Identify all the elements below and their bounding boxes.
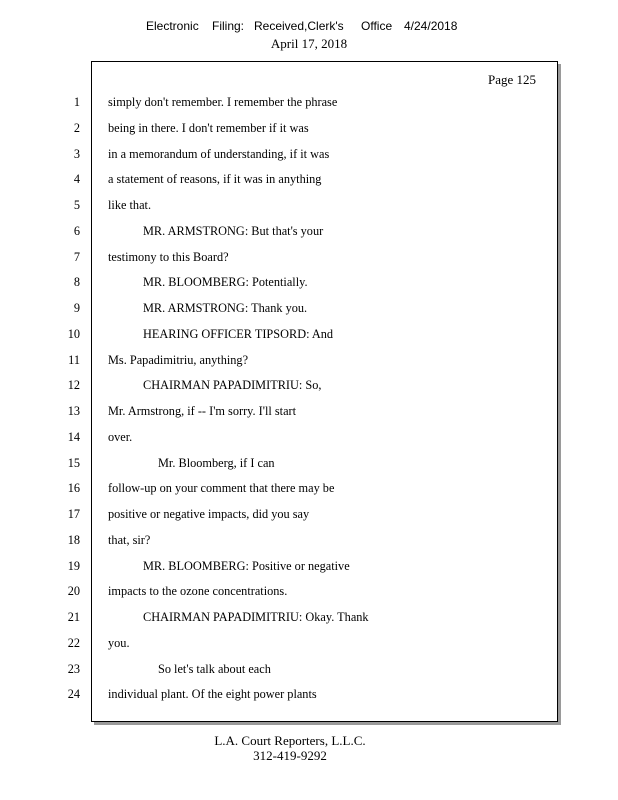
- line-number: 10: [67, 327, 80, 341]
- line-number: 11: [68, 353, 80, 367]
- transcript-line: individual plant. Of the eight power plants: [108, 687, 317, 701]
- transcript-line: Mr. Armstrong, if -- I'm sorry. I'll start: [108, 404, 297, 418]
- transcript-line: HEARING OFFICER TIPSORD: And: [143, 327, 334, 341]
- transcript-line: that, sir?: [108, 533, 151, 547]
- line-number: 5: [73, 198, 80, 212]
- line-number: 2: [73, 121, 80, 135]
- line-number: 19: [67, 559, 80, 573]
- line-number: 13: [67, 404, 80, 418]
- line-number: 23: [67, 662, 80, 676]
- transcript-line: you.: [108, 636, 130, 650]
- line-number: 16: [67, 481, 80, 495]
- transcript-line: being in there. I don't remember if it was: [108, 121, 309, 135]
- line-number: 9: [73, 301, 80, 315]
- footer-company: L.A. Court Reporters, L.L.C.: [214, 733, 366, 748]
- transcript-line: MR. ARMSTRONG: But that's your: [143, 224, 324, 238]
- line-number: 3: [73, 147, 80, 161]
- line-number: 17: [67, 507, 80, 521]
- line-number: 12: [67, 378, 80, 392]
- line-number: 4: [73, 172, 80, 186]
- transcript-line: in a memorandum of understanding, if it was: [108, 147, 330, 161]
- transcript-line: CHAIRMAN PAPADIMITRIU: So,: [143, 378, 322, 392]
- transcript-line: MR. ARMSTRONG: Thank you.: [143, 301, 308, 315]
- header-office: Office: [361, 19, 393, 33]
- transcript-line: Ms. Papadimitriu, anything?: [108, 353, 249, 367]
- line-number: 14: [67, 430, 80, 444]
- line-number: 8: [73, 275, 80, 289]
- transcript-line: follow-up on your comment that there may be: [108, 481, 335, 495]
- transcript-line: MR. BLOOMBERG: Positive or negative: [143, 559, 350, 573]
- line-number: 15: [67, 456, 80, 470]
- transcript-line: Mr. Bloomberg, if I can: [158, 456, 275, 470]
- page-number: Page 125: [488, 72, 537, 87]
- header-received: Received,Clerk's: [254, 19, 344, 33]
- line-number: 6: [73, 224, 80, 238]
- transcript-line: So let's talk about each: [158, 662, 271, 676]
- header-filed-date: 4/24/2018: [404, 19, 458, 33]
- transcript-line: MR. BLOOMBERG: Potentially.: [143, 275, 308, 289]
- footer-phone: 312-419-9292: [253, 748, 327, 763]
- hearing-date: April 17, 2018: [270, 36, 348, 51]
- header-filing: Filing:: [212, 19, 245, 33]
- transcript-line: positive or negative impacts, did you say: [108, 507, 310, 521]
- transcript-line: impacts to the ozone concentrations.: [108, 584, 288, 598]
- line-number: 1: [73, 95, 80, 109]
- transcript-line: like that.: [108, 198, 152, 212]
- transcript-line: simply don't remember. I remember the phrase: [108, 95, 338, 109]
- line-number: 22: [67, 636, 80, 650]
- transcript-line: over.: [108, 430, 133, 444]
- header-electronic: Electronic: [146, 19, 199, 33]
- transcript-line: testimony to this Board?: [108, 250, 229, 264]
- line-number: 7: [73, 250, 80, 264]
- line-number: 21: [67, 610, 80, 624]
- line-number: 18: [67, 533, 80, 547]
- line-number: 20: [67, 584, 80, 598]
- transcript-line: a statement of reasons, if it was in anything: [108, 172, 322, 186]
- line-number: 24: [67, 687, 80, 701]
- transcript-line: CHAIRMAN PAPADIMITRIU: Okay. Thank: [143, 610, 369, 624]
